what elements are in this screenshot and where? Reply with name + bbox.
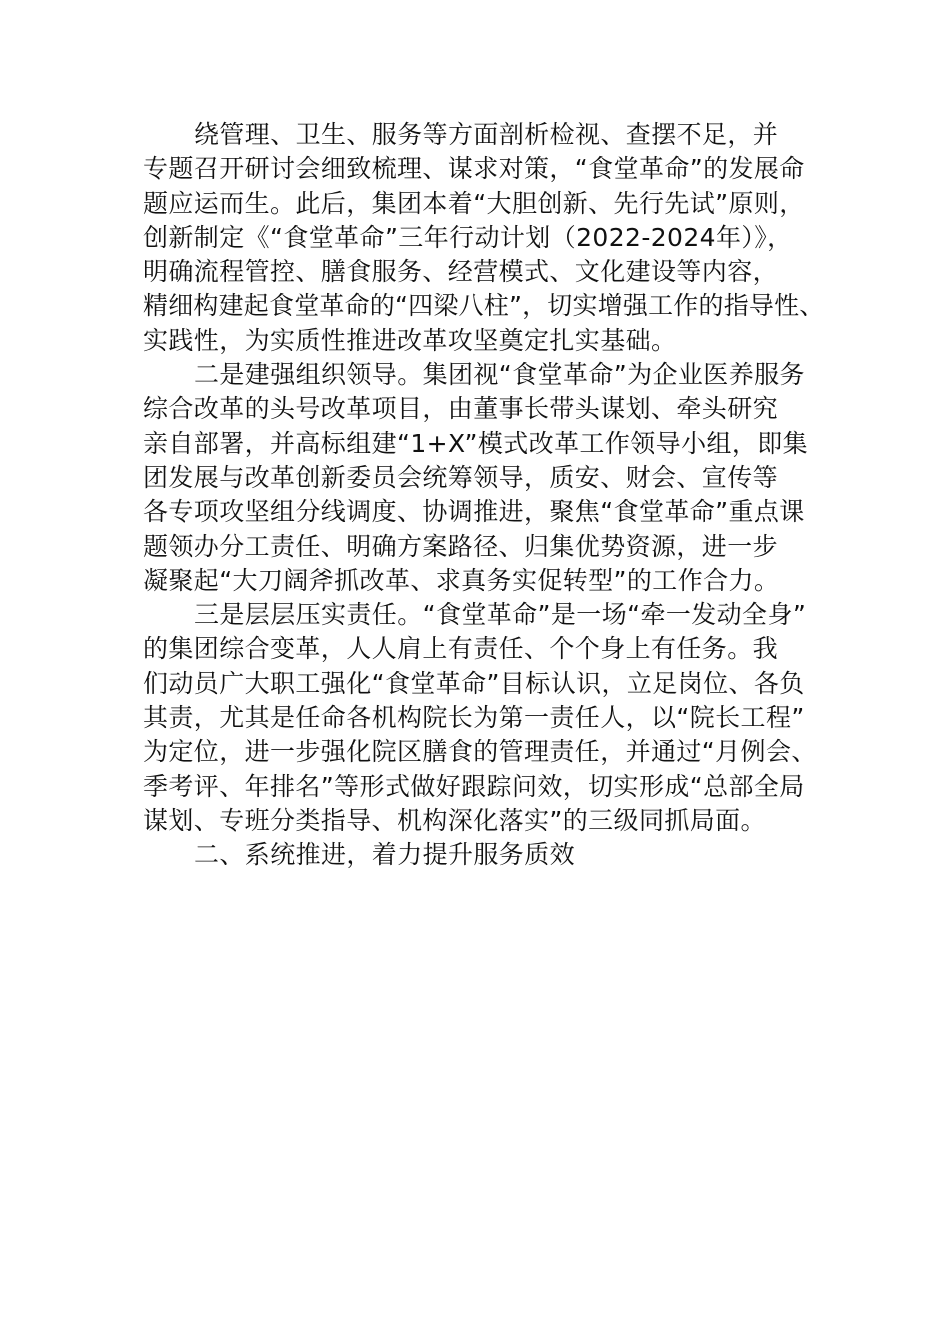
text-line: 其责，尤其是任命各机构院长为第一责任人，以“院长工程”: [143, 703, 805, 733]
text-line: 精细构建起食堂革命的“四梁八柱”，切实增强工作的指导性、: [143, 291, 825, 321]
text-line: 绕管理、卫生、服务等方面剖析检视、查摆不足，并: [194, 120, 779, 149]
text-line: 二是建强组织领导。集团视“食堂革命”为企业医养服务: [194, 360, 805, 390]
document-body: [143, 118, 828, 873]
text-line: 创新制定《“食堂革命”三年行动计划（2022-2024年）》，: [143, 222, 793, 252]
section-heading: [143, 838, 828, 872]
text-line: 专题召开研讨会细致梳理、谋求对策，“食堂革命”的发展命: [143, 154, 805, 184]
text-line: 季考评、年排名”等形式做好跟踪问效，切实形成“总部全局: [143, 771, 805, 801]
text-line: 团发展与改革创新委员会统筹领导，质安、财会、宣传等: [143, 462, 779, 492]
text-line: 各专项攻坚组分线调度、协调推进，聚焦“食堂革命”重点课: [143, 497, 805, 527]
text-line: 为定位，进一步强化院区膳食的管理责任，并通过“月例会、: [143, 737, 817, 767]
text-line: 凝聚起“大刀阔斧抓改革、求真务实促转型”的工作合力。: [143, 565, 780, 595]
text-line: 题领办分工责任、明确方案路径、归集优势资源，进一步: [143, 531, 779, 561]
text-line: 三是层层压实责任。“食堂革命”是一场“牵一发动全身”: [194, 600, 807, 630]
text-line: 明确流程管控、膳食服务、经营模式、文化建设等内容，: [143, 257, 779, 287]
text-line: 实践性，为实质性推进改革攻坚奠定扎实基础。: [143, 325, 677, 355]
paragraph-3: [143, 598, 828, 838]
text-line: 综合改革的头号改革项目，由董事长带头谋划、牵头研究: [143, 394, 779, 424]
paragraph-1: [143, 118, 828, 358]
text-line: 谋划、专班分类指导、机构深化落实”的三级同抓局面。: [143, 805, 766, 835]
paragraph-2: [143, 358, 828, 598]
text-line: 的集团综合变革，人人肩上有责任、个个身上有任务。我: [143, 634, 779, 664]
text-line: 题应运而生。此后，集团本着“大胆创新、先行先试”原则，: [143, 188, 805, 218]
heading-line: 二、系统推进，着力提升服务质效: [194, 840, 576, 870]
text-line: 们动员广大职工强化“食堂革命”目标认识，立足岗位、各负: [143, 668, 805, 698]
text-line: 亲自部署，并高标组建“1+X”模式改革工作领导小组，即集: [143, 428, 809, 458]
